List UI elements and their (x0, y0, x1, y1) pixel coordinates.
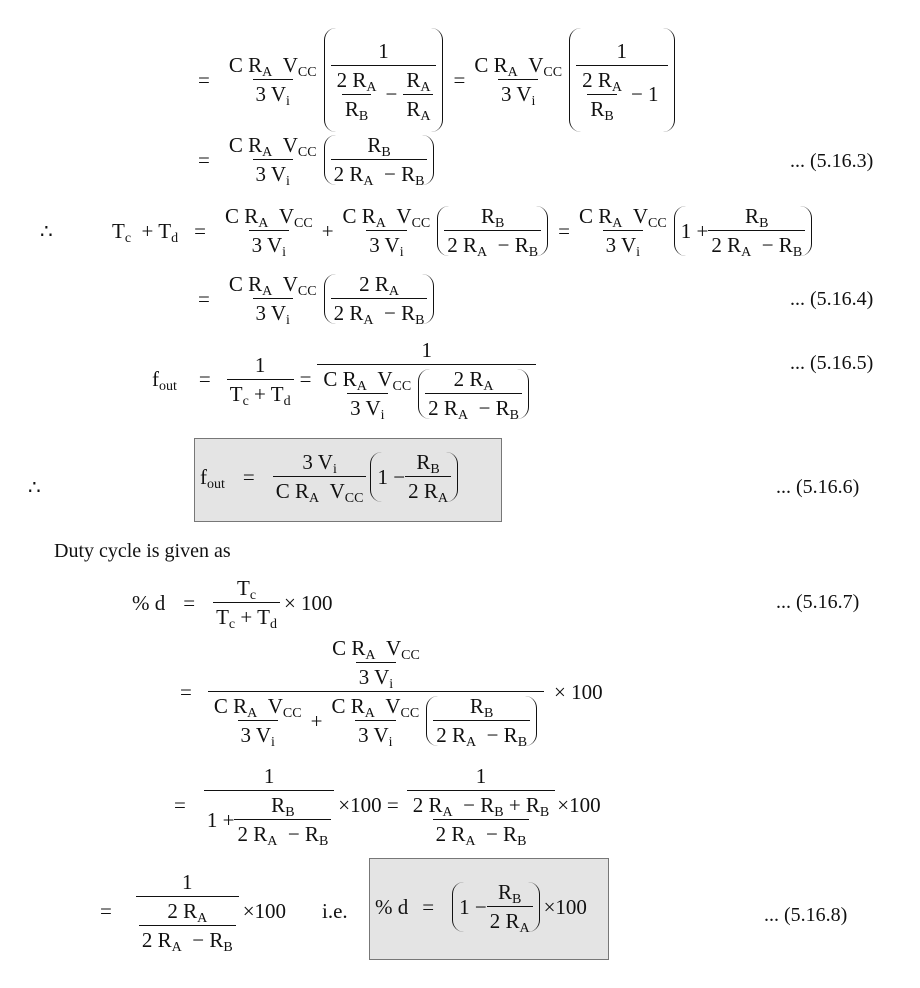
equation-tc-plus-td: $T_c + T_d$ = C $R_A$ $V_{CC}$ 3 $V_i$ + C $R_A$ $V_{CC}$ 3 $V_i$ $R_B$ 2 $R_A - R_B$ = C $R_A$ $V_{CC}$ 3 $V_i$ 1 + $\frac{R_B}{2 R_A - R_B}$ (112, 206, 816, 256)
tc-plus-td-label: $T_c + T_d$ (112, 218, 179, 246)
equation-duty-final: = $\frac{1}{\frac{2 R_A}{2 R_A - R_B}}$ ×100 i.e. (100, 870, 348, 955)
paren-group-2 (569, 28, 674, 132)
fraction-one-over-diff: 1 2 $R_A$ $R_B$ − $\frac{R_A}{R_A}$ (331, 41, 437, 120)
equation-number-5-16-3: ... (5.16.3) (790, 150, 874, 172)
equation-number-5-16-7: ... (5.16.7) (776, 591, 860, 613)
equation-5-16-8: % d = 1 − $\frac{R_B}{2 R_A}$ ×100 (375, 880, 587, 936)
fraction-cra-vcc-over-3vi: C $R_A$ $V_{CC}$ 3 $V_i$ (228, 133, 317, 189)
fraction-cra-vcc-over-3vi-2: C $R_A$ $V_{CC}$ 3 $V_i$ (474, 53, 563, 109)
equation-number-5-16-4: ... (5.16.4) (790, 288, 874, 310)
percent-d-label-2: % d (375, 894, 409, 919)
equation-number-5-16-5: ... (5.16.5) (790, 352, 874, 374)
equation-duty-expanded: = C $R_A$ $V_{CC}$ 3 $V_i$ C $R_A$ $V_{CC}$ 3 $V_i$ + C $R_A$ $V_{CC}$ 3 $V_i$ $R_B$ 2 $R_A - R_B$ × 100 (180, 636, 603, 750)
paren-group (324, 28, 444, 132)
ie-text: i.e. (322, 899, 348, 923)
equation-5-16-6: $f_{out}$ = 3 $V_i$ C $R_A$ $V_{CC}$ 1 − $\frac{R_B}{2 R_A}$ (200, 452, 462, 502)
fraction-cra-vcc-over-3vi: C $R_A$ $V_{CC}$ 3 $V_i$ (228, 53, 317, 109)
equals-sign: = (198, 147, 210, 172)
paren-group: $R_B$ 2 $R_A - R_B$ (324, 135, 435, 185)
duty-cycle-intro: Duty cycle is given as (54, 540, 231, 562)
equation-5-16-3 (198, 133, 438, 189)
therefore-symbol-2: ∴ (28, 477, 41, 499)
equation-number-5-16-8: ... (5.16.8) (764, 904, 848, 926)
therefore-symbol: ∴ (40, 221, 53, 243)
fraction-one-over-2ra-rb-minus-1: 1 2 $R_A$ $R_B$ − 1 (576, 41, 667, 120)
equation-5-16-5: $f_{out}$ = $\frac{1}{T_c + T_d}$ = 1 C $R_A$ $V_{CC}$ 3 $V_i$ 2 $R_A$ 2 $R_A - R_B$ (152, 340, 536, 419)
equation-duty-simplified: = 1 1 + $\frac{R_B}{2 R_A - R_B}$ ×100 = $\frac{1}{\frac{2 R_A - R_B + R_B}{2 R_A - R_B}}$ ×100 (174, 764, 601, 849)
equals-sign: = (198, 67, 210, 92)
equation-number-5-16-6: ... (5.16.6) (776, 476, 860, 498)
percent-d-label: % d (132, 590, 166, 615)
equation-5-16-4: = C $R_A$ $V_{CC}$ 3 $V_i$ 2 $R_A$ 2 $R_A - R_B$ (198, 274, 438, 324)
equation-5-16-7: % d = $\frac{T_c}{T_c + T_d}$ × 100 (132, 576, 333, 632)
equals-sign: = (198, 286, 210, 311)
equation-line-1: = C $R_A$ $V_{CC}$ 3 $V_i$ 1 2 $R_A$ $R_B$ − $\frac{R_A}{R_A}$ = C $R_A$ $V_{CC}$ 3 $V_i$ 1 2 $R_A$ $R_B$ − 1 (198, 28, 679, 132)
